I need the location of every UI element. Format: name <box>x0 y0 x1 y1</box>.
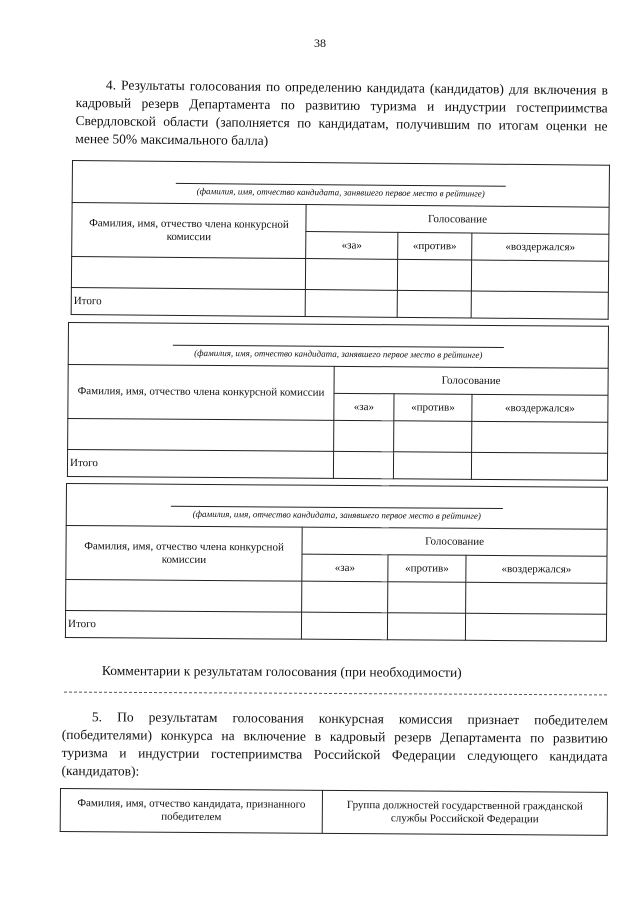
candidate-caption: (фамилия, имя, отчество кандидата, занявшего первое место в рейтинге) <box>171 506 503 523</box>
total-label: Итого <box>67 450 333 479</box>
candidate-caption: (фамилия, имя, отчество кандидата, занявшего первое место в рейтинге) <box>172 345 504 362</box>
vote-abstain-cell[interactable] <box>466 582 607 614</box>
candidate-name-cell[interactable] <box>68 323 608 369</box>
section-4-text: 4. Результаты голосования по определению кандидата (кандидатов) для включения в кадровый резерв Департамента по развитию туризма и индустрии гостеприимства Свердловской области (заполняется по кандидатам, получившим по итогам оценки не менее 50% максимального балла) <box>75 77 608 149</box>
winner-name-header: Фамилия, имя, отчество кандидата, признанного победителем <box>60 789 322 834</box>
voting-table-3 <box>65 483 608 642</box>
vote-abstain-cell[interactable] <box>471 260 608 292</box>
member-header: Фамилия, имя, отчество члена конкурсной комиссии <box>68 365 334 421</box>
total-abstain-cell[interactable] <box>471 452 607 480</box>
position-group-header: Группа должностей государственной гражданской службы Российской Федерации <box>322 790 607 835</box>
total-for-cell[interactable] <box>333 451 393 478</box>
total-against-cell[interactable] <box>393 452 471 480</box>
voting-table-2 <box>67 322 609 481</box>
vote-abstain-cell[interactable] <box>472 421 608 453</box>
vote-option-for: «за» <box>306 232 398 260</box>
vote-against-cell[interactable] <box>394 421 472 453</box>
vote-for-cell[interactable] <box>302 581 388 613</box>
section-5-paragraph <box>61 708 607 784</box>
total-for-cell[interactable] <box>305 290 397 318</box>
candidate-name-cell[interactable] <box>72 161 609 208</box>
vote-header: Голосование <box>334 366 608 395</box>
member-name-cell[interactable] <box>68 419 334 452</box>
vote-against-cell[interactable] <box>397 259 471 291</box>
member-row <box>68 419 608 454</box>
total-against-cell[interactable] <box>397 290 471 318</box>
total-label: Итого <box>71 287 305 316</box>
vote-option-for: «за» <box>334 393 394 420</box>
vote-option-against: «против» <box>394 394 472 422</box>
member-header: Фамилия, имя, отчество члена конкурсной комиссии <box>72 203 306 259</box>
total-against-cell[interactable] <box>387 613 465 641</box>
total-row <box>67 450 607 481</box>
candidate-name-cell[interactable] <box>66 484 607 530</box>
member-row <box>66 580 607 615</box>
total-abstain-cell[interactable] <box>471 291 608 319</box>
vote-against-cell[interactable] <box>388 582 466 614</box>
total-row <box>65 611 606 642</box>
total-row <box>71 287 608 319</box>
vote-option-abstain: «воздержался» <box>466 555 607 583</box>
member-header: Фамилия, имя, отчество члена конкурсной комиссии <box>66 526 302 582</box>
vote-option-for: «за» <box>302 554 388 582</box>
comments-fill-line[interactable] <box>64 692 607 696</box>
member-row <box>71 257 608 293</box>
vote-option-against: «против» <box>398 232 472 260</box>
vote-for-cell[interactable] <box>334 420 394 451</box>
member-name-cell[interactable] <box>66 580 302 613</box>
vote-option-abstain: «воздержался» <box>472 394 608 422</box>
vote-header: Голосование <box>306 205 609 235</box>
candidate-caption: (фамилия, имя, отчество кандидата, занявшего первое место в рейтинге) <box>176 183 506 201</box>
section-5-text: 5. По результатам голосования конкурсная комиссия признает победителем (победителями) конкурса на включение в кадровый резерв Департамента по развитию туризма и индустрии гостеприимства Российской Федерации следующего кандидата (кандидатов): <box>61 709 608 779</box>
member-name-cell[interactable] <box>71 257 305 290</box>
total-label: Итого <box>65 611 301 640</box>
vote-header: Голосование <box>302 527 607 556</box>
vote-option-abstain: «воздержался» <box>472 233 609 261</box>
voting-table-1 <box>71 160 610 320</box>
page-number: 38 <box>314 36 326 50</box>
vote-option-against: «против» <box>388 555 466 583</box>
total-abstain-cell[interactable] <box>465 613 606 641</box>
section-4-paragraph <box>75 76 608 154</box>
comments-label: Комментарии к результатам голосования (при необходимости) <box>101 663 462 680</box>
total-for-cell[interactable] <box>301 612 387 640</box>
vote-for-cell[interactable] <box>305 259 397 291</box>
winner-table <box>60 788 608 836</box>
